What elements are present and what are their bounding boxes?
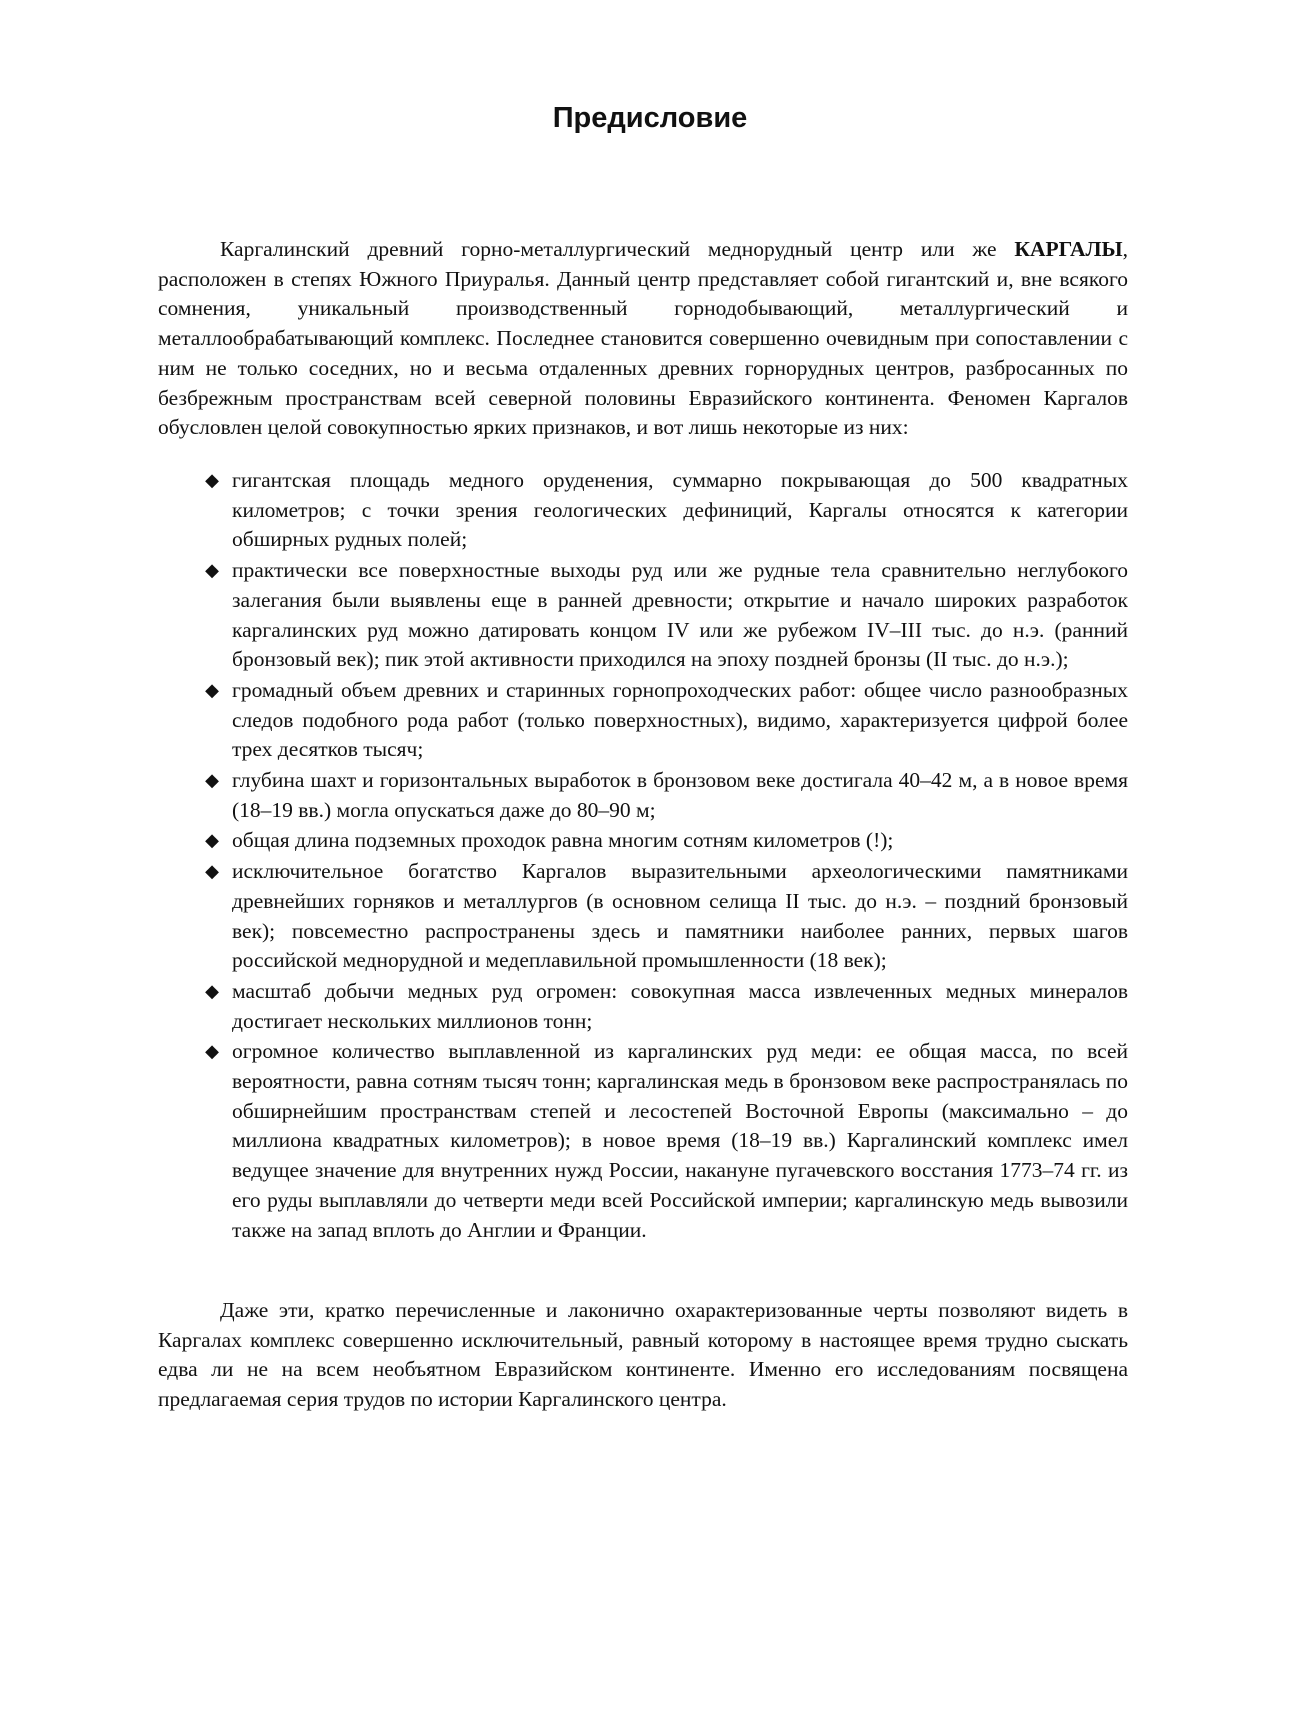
intro-text-start: Каргалинский древний горно-металлургический меднорудный центр или же [220, 237, 1015, 261]
intro-text-end: , расположен в степях Южного Приуралья. Данный центр представляет собой гигантский и, вне всякого сомнения, уникальный производственный горнодобывающий, металлургический и металлообрабатывающий комплекс. Последнее становится совершенно очевидным при сопоставлении с ним не только соседних, но и весьма отдаленных древних горнорудных центров, разбросанных по безбрежным пространствам всей северной половины Евразийского континента. Феномен Каргалов обусловлен целой совокупностью ярких признаков, и вот лишь некоторые из них: [158, 237, 1128, 440]
list-item-text: исключительное богатство Каргалов выразительными археологическими памятниками древнейших горняков и металлургов (в основном селища II тыс. до н.э. – поздний бронзовый век); повсеместно распространены здесь и памятники наиболее ранних, первых шагов российской меднорудной и медеплавильной промышленности (18 век); [232, 859, 1128, 973]
list-item-text: общая длина подземных проходок равна многим сотням километров (!); [232, 828, 894, 853]
diamond-bullet-icon: ◆ [205, 560, 219, 582]
intro-paragraph [158, 235, 1128, 443]
intro-keyword: КАРГАЛЫ [1014, 237, 1123, 261]
diamond-bullet-icon: ◆ [205, 980, 219, 1002]
list-item-text: масштаб добычи медных руд огромен: совокупная масса извлеченных медных минералов достигает нескольких миллионов тонн; [232, 978, 1128, 1033]
diamond-bullet-icon: ◆ [205, 470, 219, 491]
list-item [202, 556, 1128, 675]
diamond-bullet-icon: ◆ [205, 861, 219, 883]
diamond-bullet-icon: ◆ [205, 830, 219, 852]
list-item-text: огромное количество выплавленной из каргалинских руд меди: ее общая масса, по всей вероятности, равна сотням тысяч тонн; каргалинская медь в бронзовом веке распространялась по обширнейшим пространствам степей и лесостепей Восточной Европы (максимально – до миллиона квадратных километров); в новое время (18–19 вв.) Каргалинский комплекс имел ведущее значение для внутренних нужд России, накануне пугачевского восстания 1773–74 гг. из его руды выплавляли до четверти меди всей Российской империи; каргалинскую медь вывозили также на запад вплоть до Англии и Франции. [232, 1039, 1128, 1242]
diamond-bullet-icon: ◆ [205, 679, 219, 701]
feature-list [202, 466, 1128, 1246]
closing-paragraph: Даже эти, кратко перечисленные и лаконично охарактеризованные черты позволяют видеть в Каргалах комплекс совершенно исключительный, равный которому в настоящее время трудно сыскать едва ли не на всем необъятном Евразийском континенте. Именно его исследованиям посвящена предлагаемая серия трудов по истории Каргалинского центра. [158, 1298, 1128, 1412]
diamond-bullet-icon: ◆ [205, 770, 219, 792]
list-item [202, 766, 1128, 825]
page-title: Предисловие [552, 102, 748, 134]
list-item-text: гигантская площадь медного оруденения, суммарно покрывающая до 500 квадратных километров; с точки зрения геологических дефиниций, Каргалы относятся к категории обширных рудных полей; [232, 468, 1128, 552]
list-item [202, 466, 1128, 555]
list-item-text: практически все поверхностные выходы руд или же рудные тела сравнительно неглубокого залегания были выявлены еще в ранней древности; открытие и начало широких разработок каргалинских руд можно датировать концом IV или же рубежом IV–III тыс. до н.э. (ранний бронзовый век); пик этой активности приходился на эпоху поздней бронзы (II тыс. до н.э.); [232, 558, 1128, 672]
list-item [202, 1037, 1128, 1245]
list-item-text: громадный объем древних и старинных горнопроходческих работ: общее число разнообразных следов подобного рода работ (только поверхностных), видимо, характеризуется цифрой более трех десятков тысяч; [232, 677, 1128, 762]
list-item [202, 977, 1128, 1036]
list-item [202, 826, 1128, 856]
list-item [202, 857, 1128, 976]
diamond-bullet-icon: ◆ [205, 1041, 219, 1063]
list-item-text: глубина шахт и горизонтальных выработок в бронзовом веке достигала 40–42 м, а в новое время (18–19 вв.) могла опускаться даже до 80–90 м; [232, 768, 1128, 822]
list-item [202, 676, 1128, 765]
